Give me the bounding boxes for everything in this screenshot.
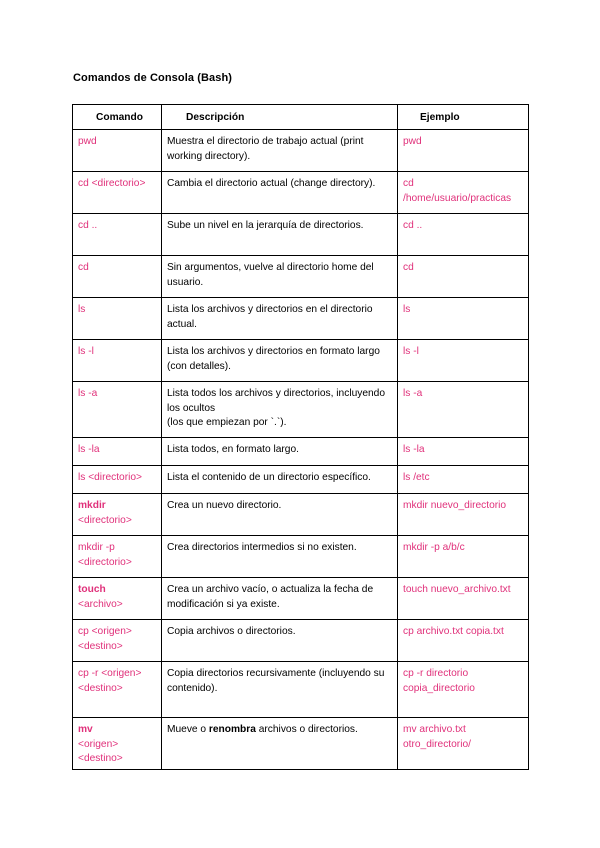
header-example: Ejemplo: [398, 105, 529, 130]
description-cell: [162, 382, 398, 438]
example-cell: [398, 214, 529, 256]
description-text: Copia archivos o directorios.: [167, 626, 296, 637]
table-row: [73, 662, 529, 718]
description-cell: [162, 340, 398, 382]
command-text: cp <origen> <destino>: [78, 626, 132, 652]
page-title: Comandos de Consola (Bash): [73, 72, 233, 84]
header-description: Descripción: [162, 105, 398, 130]
example-text: cp archivo.txt copia.txt: [403, 626, 504, 637]
description-text: Crea un nuevo directorio.: [167, 500, 282, 511]
description-cell: [162, 172, 398, 214]
table-row: [73, 494, 529, 536]
command-cell: [73, 718, 162, 770]
example-text: cd /home/usuario/practicas: [403, 178, 512, 204]
description-text: Cambia el directorio actual (change directory).: [167, 178, 376, 189]
command-text: cd <directorio>: [78, 178, 146, 189]
command-text: mkdir -p <directorio>: [78, 542, 132, 568]
command-name: mv: [78, 724, 93, 735]
description-cell: [162, 298, 398, 340]
example-cell: [398, 578, 529, 620]
description-cell: [162, 536, 398, 578]
description-text: Lista los archivos y directorios en formato largo (con detalles).: [167, 346, 380, 372]
example-text: pwd: [403, 136, 422, 147]
command-text: cd: [78, 262, 89, 273]
command-cell: [73, 536, 162, 578]
example-text: touch nuevo_archivo.txt: [403, 584, 511, 595]
command-cell: [73, 382, 162, 438]
command-text: <archivo>: [78, 598, 123, 610]
command-cell: [73, 340, 162, 382]
description-text: Lista el contenido de un directorio específico.: [167, 472, 371, 483]
command-text: ls <directorio>: [78, 472, 142, 483]
example-cell: [398, 340, 529, 382]
table-row: [73, 298, 529, 340]
command-text: <directorio>: [78, 514, 132, 526]
table-row: [73, 256, 529, 298]
description-text: Muestra el directorio de trabajo actual (print working directory).: [167, 136, 364, 162]
example-cell: [398, 620, 529, 662]
example-text: cp -r directorio copia_directorio: [403, 668, 475, 694]
table-row: [73, 578, 529, 620]
example-cell: [398, 662, 529, 718]
table-body: [73, 130, 529, 770]
example-cell: [398, 466, 529, 494]
example-cell: [398, 130, 529, 172]
header-command: Comando: [73, 105, 162, 130]
description-text: Sin argumentos, vuelve al directorio home del usuario.: [167, 262, 374, 288]
command-cell: [73, 214, 162, 256]
table-row: [73, 172, 529, 214]
description-cell: [162, 620, 398, 662]
description-text-tail: archivos o directorios.: [255, 724, 358, 735]
description-text: Crea un archivo vacío, o actualiza la fecha de modificación si ya existe.: [167, 584, 374, 610]
command-text: cp -r <origen> <destino>: [78, 668, 142, 694]
description-emphasis: renombra: [208, 724, 256, 735]
description-cell: [162, 494, 398, 536]
example-text: ls -a: [403, 388, 423, 399]
command-cell: [73, 298, 162, 340]
example-text: mv archivo.txt otro_directorio/: [403, 724, 471, 750]
table-row: [73, 382, 529, 438]
table-row: [73, 340, 529, 382]
example-text: mkdir -p a/b/c: [403, 542, 465, 553]
example-text: cd: [403, 262, 414, 273]
command-text: ls -l: [78, 346, 94, 357]
table-row: [73, 130, 529, 172]
command-cell: [73, 620, 162, 662]
example-text: cd ..: [403, 220, 423, 231]
table-row: [73, 620, 529, 662]
table-row: [73, 466, 529, 494]
description-cell: [162, 438, 398, 466]
example-cell: [398, 382, 529, 438]
description-cell: [162, 130, 398, 172]
description-text: Lista todos los archivos y directorios, incluyendo los ocultos (los que empiezan por `.`).: [167, 388, 386, 429]
description-text: Crea directorios intermedios si no existen.: [167, 542, 357, 553]
description-cell: [162, 578, 398, 620]
table-row: [73, 536, 529, 578]
description-cell: [162, 466, 398, 494]
example-cell: [398, 494, 529, 536]
command-cell: [73, 130, 162, 172]
command-text: pwd: [78, 136, 97, 147]
table-row: [73, 214, 529, 256]
command-cell: [73, 256, 162, 298]
description-cell: [162, 256, 398, 298]
example-cell: [398, 536, 529, 578]
command-cell: [73, 466, 162, 494]
example-cell: [398, 438, 529, 466]
description-text: Lista los archivos y directorios en el directorio actual.: [167, 304, 373, 330]
command-text: <origen> <destino>: [78, 738, 123, 765]
commands-table: [72, 104, 529, 770]
description-cell: [162, 662, 398, 718]
command-cell: [73, 438, 162, 466]
example-cell: [398, 172, 529, 214]
command-cell: [73, 578, 162, 620]
command-name: touch: [78, 584, 106, 595]
command-text: ls -la: [78, 444, 100, 455]
table-row: [73, 718, 529, 770]
description-cell: [162, 718, 398, 770]
example-text: ls -la: [403, 444, 425, 455]
example-cell: [398, 256, 529, 298]
command-text: ls -a: [78, 388, 98, 399]
command-cell: [73, 494, 162, 536]
description-text: Copia directorios recursivamente (incluyendo su contenido).: [167, 668, 385, 694]
command-cell: [73, 172, 162, 214]
example-text: ls: [403, 304, 411, 315]
example-text: ls /etc: [403, 472, 430, 483]
command-text: ls: [78, 304, 86, 315]
example-cell: [398, 298, 529, 340]
description-cell: [162, 214, 398, 256]
description-text: Sube un nivel en la jerarquía de directorios.: [167, 220, 364, 231]
table-row: [73, 438, 529, 466]
command-text: cd ..: [78, 220, 98, 231]
description-text: Lista todos, en formato largo.: [167, 444, 299, 455]
example-cell: [398, 718, 529, 770]
description-text: Mueve o: [167, 724, 209, 735]
example-text: ls -l: [403, 346, 419, 357]
command-cell: [73, 662, 162, 718]
table-header-row: [73, 105, 529, 130]
command-name: mkdir: [78, 500, 106, 511]
example-text: mkdir nuevo_directorio: [403, 500, 507, 511]
